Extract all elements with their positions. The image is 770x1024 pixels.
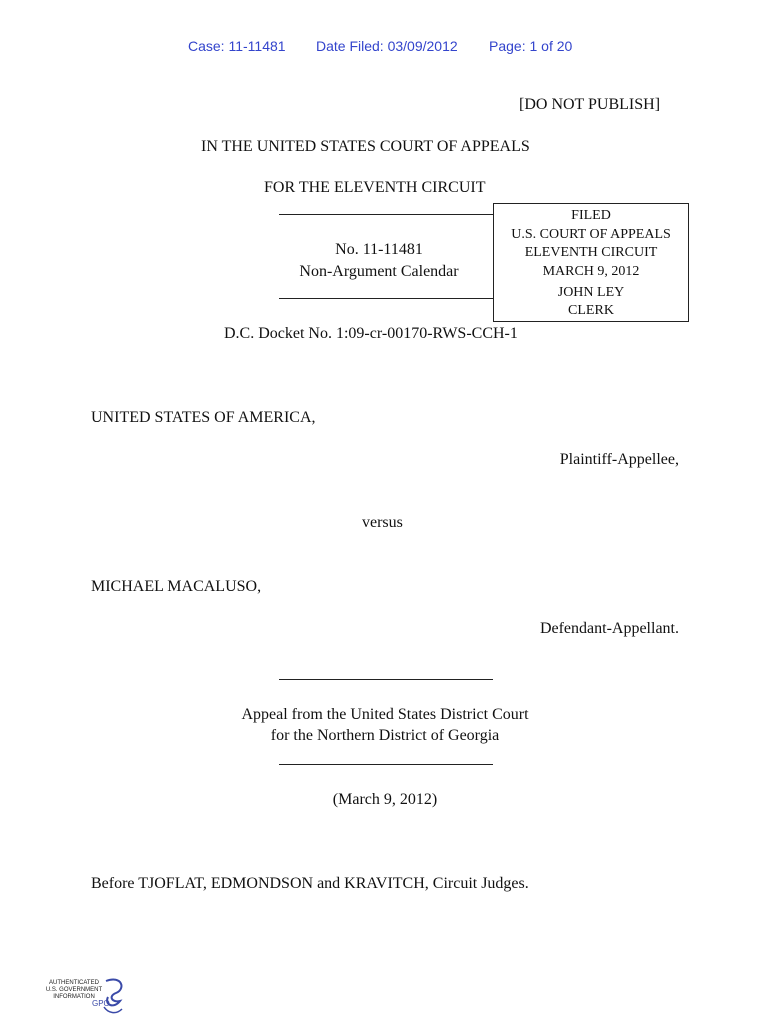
divider-appeal-top	[279, 679, 493, 680]
svg-text:INFORMATION: INFORMATION	[53, 994, 95, 1000]
publish-flag: [DO NOT PUBLISH]	[519, 96, 661, 113]
before-judges: Before TJOFLAT, EDMONDSON and KRAVITCH, Circuit Judges.	[91, 875, 529, 892]
filed-stamp-court: U.S. COURT OF APPEALS	[511, 227, 671, 242]
docket-number: D.C. Docket No. 1:09-cr-00170-RWS-CCH-1	[224, 325, 518, 342]
plaintiff-name: UNITED STATES OF AMERICA,	[91, 409, 316, 426]
svg-text:AUTHENTICATED: AUTHENTICATED	[49, 980, 99, 986]
header-case-number: Case: 11-11481	[188, 38, 286, 54]
court-title: IN THE UNITED STATES COURT OF APPEALS	[201, 138, 530, 155]
header-page-count: Page: 1 of 20	[489, 38, 573, 54]
case-number: No. 11-11481	[335, 241, 423, 258]
divider-top	[279, 214, 493, 215]
filed-stamp	[493, 203, 689, 322]
appeal-origin-line2: for the Northern District of Georgia	[270, 727, 500, 744]
filed-stamp-label: FILED	[571, 208, 611, 223]
decision-date: (March 9, 2012)	[332, 791, 438, 808]
filed-stamp-clerk-title: CLERK	[568, 303, 614, 318]
defendant-name: MICHAEL MACALUSO,	[91, 578, 262, 595]
filed-stamp-circuit: ELEVENTH CIRCUIT	[524, 245, 658, 260]
header-date-filed: Date Filed: 03/09/2012	[316, 38, 458, 54]
versus-label: versus	[362, 514, 403, 531]
plaintiff-role: Plaintiff-Appellee,	[559, 451, 679, 468]
defendant-role: Defendant-Appellant.	[539, 620, 679, 637]
calendar-type: Non-Argument Calendar	[299, 263, 459, 280]
divider-bottom	[279, 298, 493, 299]
filed-stamp-date: MARCH 9, 2012	[542, 264, 640, 279]
circuit-title: FOR THE ELEVENTH CIRCUIT	[264, 179, 486, 196]
divider-appeal-bottom	[279, 764, 493, 765]
filed-stamp-clerk-name: JOHN LEY	[557, 285, 625, 300]
svg-text:U.S. GOVERNMENT: U.S. GOVERNMENT	[45, 987, 103, 993]
svg-text:GPO: GPO	[92, 999, 110, 1008]
gpo-authentication-logo	[44, 975, 134, 1017]
appeal-origin-line1: Appeal from the United States District Court	[241, 706, 529, 723]
